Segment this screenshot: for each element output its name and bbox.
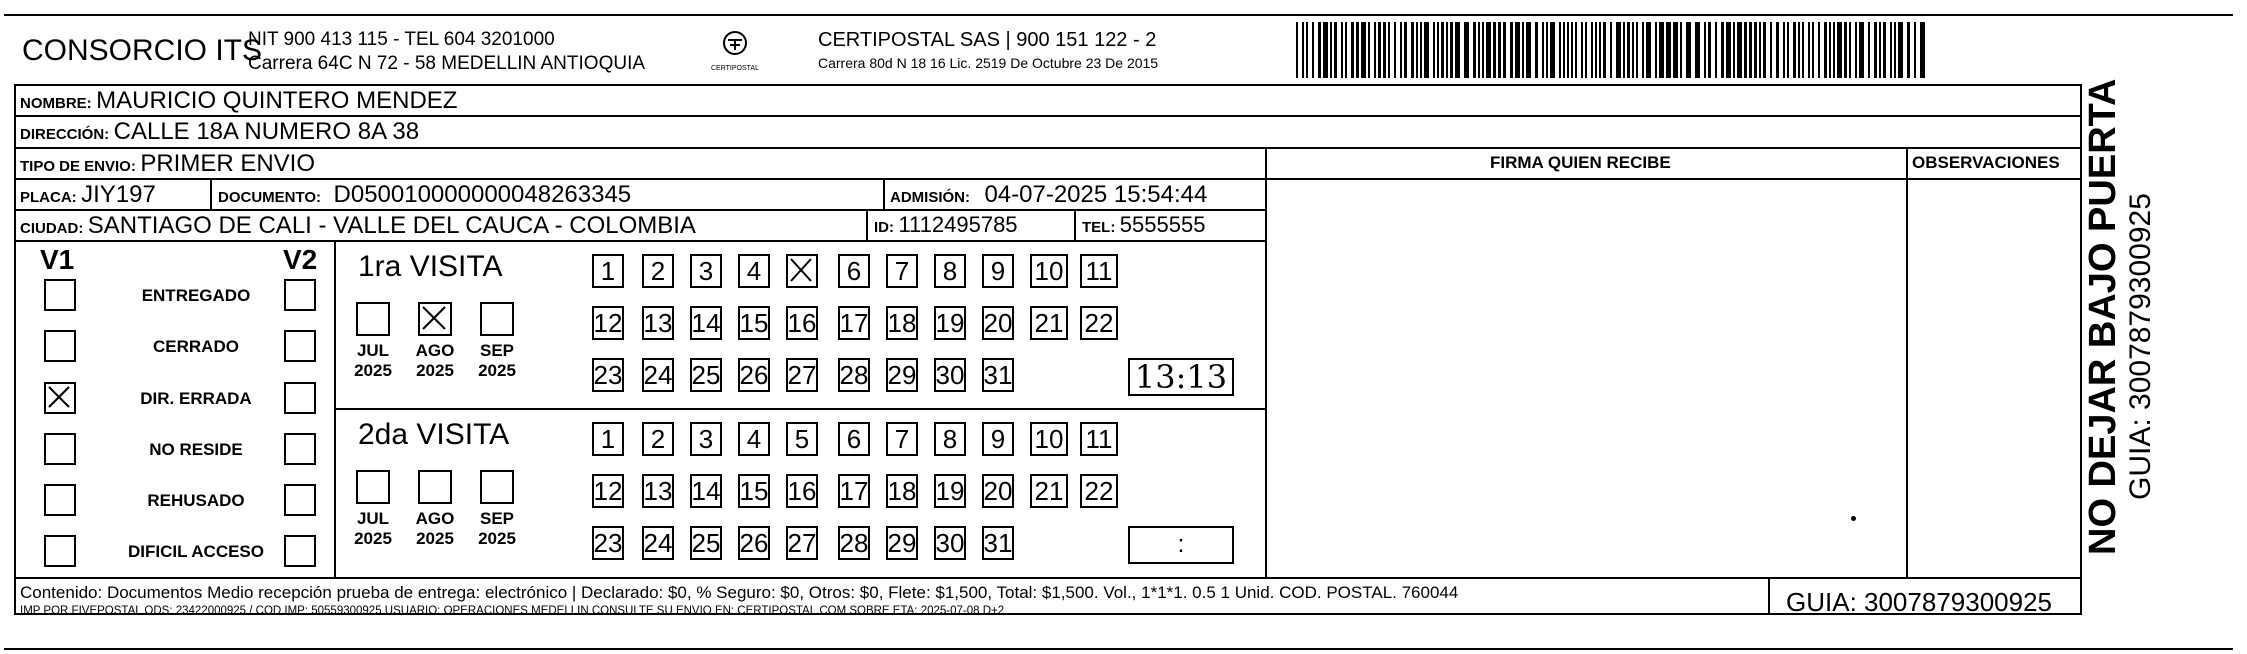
day-number: 28 [839,360,869,390]
day-box[interactable] [738,526,770,560]
nombre-label: NOMBRE: [20,95,92,112]
admision-value: 04-07-2025 15:54:44 [984,181,1208,208]
day-number: 31 [983,528,1013,558]
v1-checkbox[interactable] [44,535,76,567]
nombre-value: MAURICIO QUINTERO MENDEZ [96,87,458,114]
day-number: 13 [643,476,673,506]
day-box[interactable] [642,254,674,288]
month-checkbox[interactable] [356,302,390,336]
day-box[interactable] [982,306,1014,340]
day-box[interactable] [786,474,818,508]
v2-checkbox[interactable] [284,330,316,362]
day-box[interactable] [886,526,918,560]
day-box[interactable] [1030,474,1068,508]
day-box[interactable] [1080,422,1118,456]
day-number: 24 [643,360,673,390]
month-label: AGO [415,509,455,528]
x-mark-icon [46,384,74,412]
day-number: 7 [894,256,910,286]
year-label: 2025 [354,361,392,380]
day-number: 1 [600,424,616,454]
day-number: 22 [1084,308,1114,338]
visit1-title: 1ra VISITA [358,250,503,283]
month-checkbox[interactable] [480,470,514,504]
day-box[interactable] [592,526,624,560]
ciudad-row [20,214,696,238]
v1-checkbox[interactable] [44,382,76,414]
tel-value: 5555555 [1119,212,1206,237]
documento-row [218,183,631,207]
v1-checkbox[interactable] [44,279,76,311]
day-number: 1 [600,256,616,286]
month-checkbox[interactable] [480,302,514,336]
carrier-line1: CERTIPOSTAL SAS | 900 151 122 - 2 [818,29,1157,51]
day-number: 28 [839,528,869,558]
day-number: 14 [691,476,721,506]
year-label: 2025 [416,529,454,548]
company-line1: NIT 900 413 115 - TEL 604 3201000 [248,29,555,50]
day-number: 3 [698,256,714,286]
month-label: SEP [479,341,515,360]
company-line2: Carrera 64C N 72 - 58 MEDELLIN ANTIOQUIA [248,53,646,74]
month-checkbox[interactable] [418,302,452,336]
barcode [1296,22,1930,78]
day-number: 21 [1034,308,1064,338]
day-number: 12 [593,476,623,506]
day-number: 8 [942,424,958,454]
month-checkbox[interactable] [418,470,452,504]
day-number: 24 [643,528,673,558]
time-value: 13:13 [1134,358,1228,396]
day-number: 20 [983,308,1013,338]
day-number: 10 [1034,256,1064,286]
day-box[interactable] [934,422,966,456]
id-value: 1112495785 [898,212,1018,237]
year-label: 2025 [478,361,516,380]
day-number: 10 [1034,424,1064,454]
day-box[interactable] [838,526,870,560]
day-number: 20 [983,476,1013,506]
day-box[interactable] [690,254,722,288]
v2-header: V2 [283,244,318,275]
v1-checkbox[interactable] [44,330,76,362]
day-box[interactable] [592,254,624,288]
company-name: CONSORCIO ITS [22,34,263,67]
day-box[interactable] [690,422,722,456]
day-box[interactable] [934,526,966,560]
day-box[interactable] [786,306,818,340]
day-box[interactable] [592,306,624,340]
side-guia: GUIA: 3007879300925 [2124,193,2157,500]
day-number: 4 [746,256,762,286]
day-box[interactable] [934,254,966,288]
day-number: 11 [1085,256,1113,286]
day-number: 13 [643,308,673,338]
day-box[interactable] [642,474,674,508]
placa-label: PLACA: [20,189,77,206]
time-box[interactable] [1128,358,1234,396]
day-number: 14 [691,308,721,338]
day-number: 27 [787,528,817,558]
nombre-row [20,89,457,113]
day-number: 9 [990,256,1006,286]
day-box[interactable] [838,254,870,288]
day-box[interactable] [934,306,966,340]
carrier-line2: Carrera 80d N 18 16 Lic. 2519 De Octubre 23 De 2015 [818,55,1159,71]
ciudad-value: SANTIAGO DE CALI - VALLE DEL CAUCA - COLOMBIA [87,212,696,239]
day-number: 31 [983,360,1013,390]
admision-label: ADMISIÓN: [890,189,970,206]
day-box[interactable] [642,306,674,340]
day-number: 2 [650,256,666,286]
day-box[interactable] [1030,422,1068,456]
side-warning: NO DEJAR BAJO PUERTA [2082,78,2124,555]
id-label: ID: [874,219,894,236]
placa-row [20,183,156,207]
day-box[interactable] [982,254,1014,288]
v2-checkbox[interactable] [284,279,316,311]
day-box[interactable] [838,306,870,340]
bottom-border [4,648,2233,650]
observaciones-header: OBSERVACIONES [1912,153,2060,172]
day-box[interactable] [982,422,1014,456]
time-box[interactable] [1128,526,1234,564]
admision-row [890,183,1207,207]
tipo-row [20,152,315,176]
day-number: 7 [894,424,910,454]
day-number: 23 [593,528,623,558]
day-box[interactable] [982,358,1014,392]
certipostal-logo [710,28,760,74]
day-box[interactable] [1080,254,1118,288]
day-number: 18 [887,476,917,506]
day-number: 27 [787,360,817,390]
main-table [14,84,2082,615]
month-label: JUL [356,341,390,360]
month-label: SEP [479,509,515,528]
visit2-title: 2da VISITA [358,418,510,451]
year-label: 2025 [354,529,392,548]
day-box[interactable] [786,422,818,456]
tipo-label: TIPO DE ENVIO: [20,158,136,175]
day-box[interactable] [1080,474,1118,508]
day-box[interactable] [690,526,722,560]
day-number: 6 [846,256,862,286]
day-number: 29 [887,360,917,390]
day-number: 4 [746,424,762,454]
x-mark-icon [788,256,816,286]
day-number: 17 [839,308,869,338]
month-label: JUL [356,509,390,528]
logo-text: CERTIPOSTAL [711,65,759,72]
documento-value: D050010000000048263345 [333,181,632,208]
day-box[interactable] [786,254,818,288]
day-number: 25 [691,360,721,390]
day-box[interactable] [982,474,1014,508]
footer-line2: IMP POR FIVEPOSTAL ODS: 23422000925 / COD.IMP: 50559300925 USUARIO: OPERACIONES MEDELLIN CONSULTE SU ENVIO EN: CERTIPOSTAL.COM SOBRE ETA: 2025-07-08 D+2 [20,605,1005,617]
day-box[interactable] [738,358,770,392]
top-border [4,14,2233,16]
day-number: 18 [887,308,917,338]
day-box[interactable] [690,306,722,340]
x-mark-icon [420,304,450,334]
day-box[interactable] [886,474,918,508]
day-number: 6 [846,424,862,454]
day-number: 17 [839,476,869,506]
day-number: 26 [739,360,769,390]
day-box[interactable] [838,474,870,508]
day-box[interactable] [1080,306,1118,340]
day-box[interactable] [786,358,818,392]
tipo-value: PRIMER ENVIO [140,150,316,177]
v1-header: V1 [40,244,75,275]
day-box[interactable] [592,422,624,456]
ink-dot [1851,516,1856,521]
time-value: : [1177,531,1185,558]
tel-row [1082,214,1205,236]
day-box[interactable] [592,358,624,392]
year-label: 2025 [416,361,454,380]
status-label: ENTREGADO [141,286,251,305]
day-box[interactable] [1030,306,1068,340]
day-number: 3 [698,424,714,454]
direccion-value: CALLE 18A NUMERO 8A 38 [113,118,420,145]
day-number: 23 [593,360,623,390]
status-label: DIR. ERRADA [140,389,252,408]
day-number: 25 [691,528,721,558]
day-number: 30 [935,360,965,390]
day-number: 26 [739,528,769,558]
day-number: 30 [935,528,965,558]
id-row [874,214,1018,236]
day-box[interactable] [690,474,722,508]
v2-checkbox[interactable] [284,535,316,567]
v1-checkbox[interactable] [44,433,76,465]
day-box[interactable] [738,306,770,340]
day-number: 29 [887,528,917,558]
day-number: 11 [1085,424,1113,454]
day-number: 16 [787,308,817,338]
day-number: 2 [650,424,666,454]
day-number: 21 [1034,476,1064,506]
direccion-label: DIRECCIÓN: [20,126,110,143]
firma-header: FIRMA QUIEN RECIBE [1490,153,1671,172]
status-label: DIFICIL ACCESO [127,542,264,561]
day-box[interactable] [642,358,674,392]
day-number: 15 [739,308,769,338]
footer-line1: Contenido: Documentos Medio recepción prueba de entrega: electrónico | Declarado: $0, % Seguro: $0, Otros: $0, Flete: $1,500, Total: $1,500. Vol., 1*1*1. 0.5 1 Unid. COD. POSTAL. 760044 [20,583,1459,602]
day-box[interactable] [886,306,918,340]
footer-guia: GUIA: 3007879300925 [1786,587,2052,617]
v2-checkbox[interactable] [284,484,316,516]
month-label: AGO [415,341,455,360]
day-box[interactable] [838,422,870,456]
tel-label: TEL: [1082,219,1116,236]
day-box[interactable] [786,526,818,560]
v2-checkbox[interactable] [284,433,316,465]
day-number: 9 [990,424,1006,454]
day-box[interactable] [982,526,1014,560]
day-number: 5 [794,424,810,454]
day-box[interactable] [642,526,674,560]
day-box[interactable] [934,474,966,508]
day-box[interactable] [738,422,770,456]
direccion-row [20,120,419,144]
day-box[interactable] [886,358,918,392]
day-box[interactable] [886,254,918,288]
day-box[interactable] [1030,254,1068,288]
v2-checkbox[interactable] [284,382,316,414]
day-box[interactable] [886,422,918,456]
day-box[interactable] [738,254,770,288]
day-box[interactable] [738,474,770,508]
day-box[interactable] [592,474,624,508]
day-box[interactable] [934,358,966,392]
day-number: 19 [935,476,965,506]
status-label: CERRADO [153,337,239,356]
day-box[interactable] [642,422,674,456]
day-number: 16 [787,476,817,506]
status-label: NO RESIDE [149,440,243,459]
documento-label: DOCUMENTO: [218,189,322,206]
day-number: 19 [935,308,965,338]
month-checkbox[interactable] [356,470,390,504]
day-number: 12 [593,308,623,338]
placa-value: JIY197 [81,181,156,208]
day-box[interactable] [838,358,870,392]
year-label: 2025 [478,529,516,548]
status-label: REHUSADO [147,491,245,510]
ciudad-label: CIUDAD: [20,220,84,237]
day-number: 15 [739,476,769,506]
v1-checkbox[interactable] [44,484,76,516]
day-box[interactable] [690,358,722,392]
day-number: 22 [1084,476,1114,506]
day-number: 8 [942,256,958,286]
